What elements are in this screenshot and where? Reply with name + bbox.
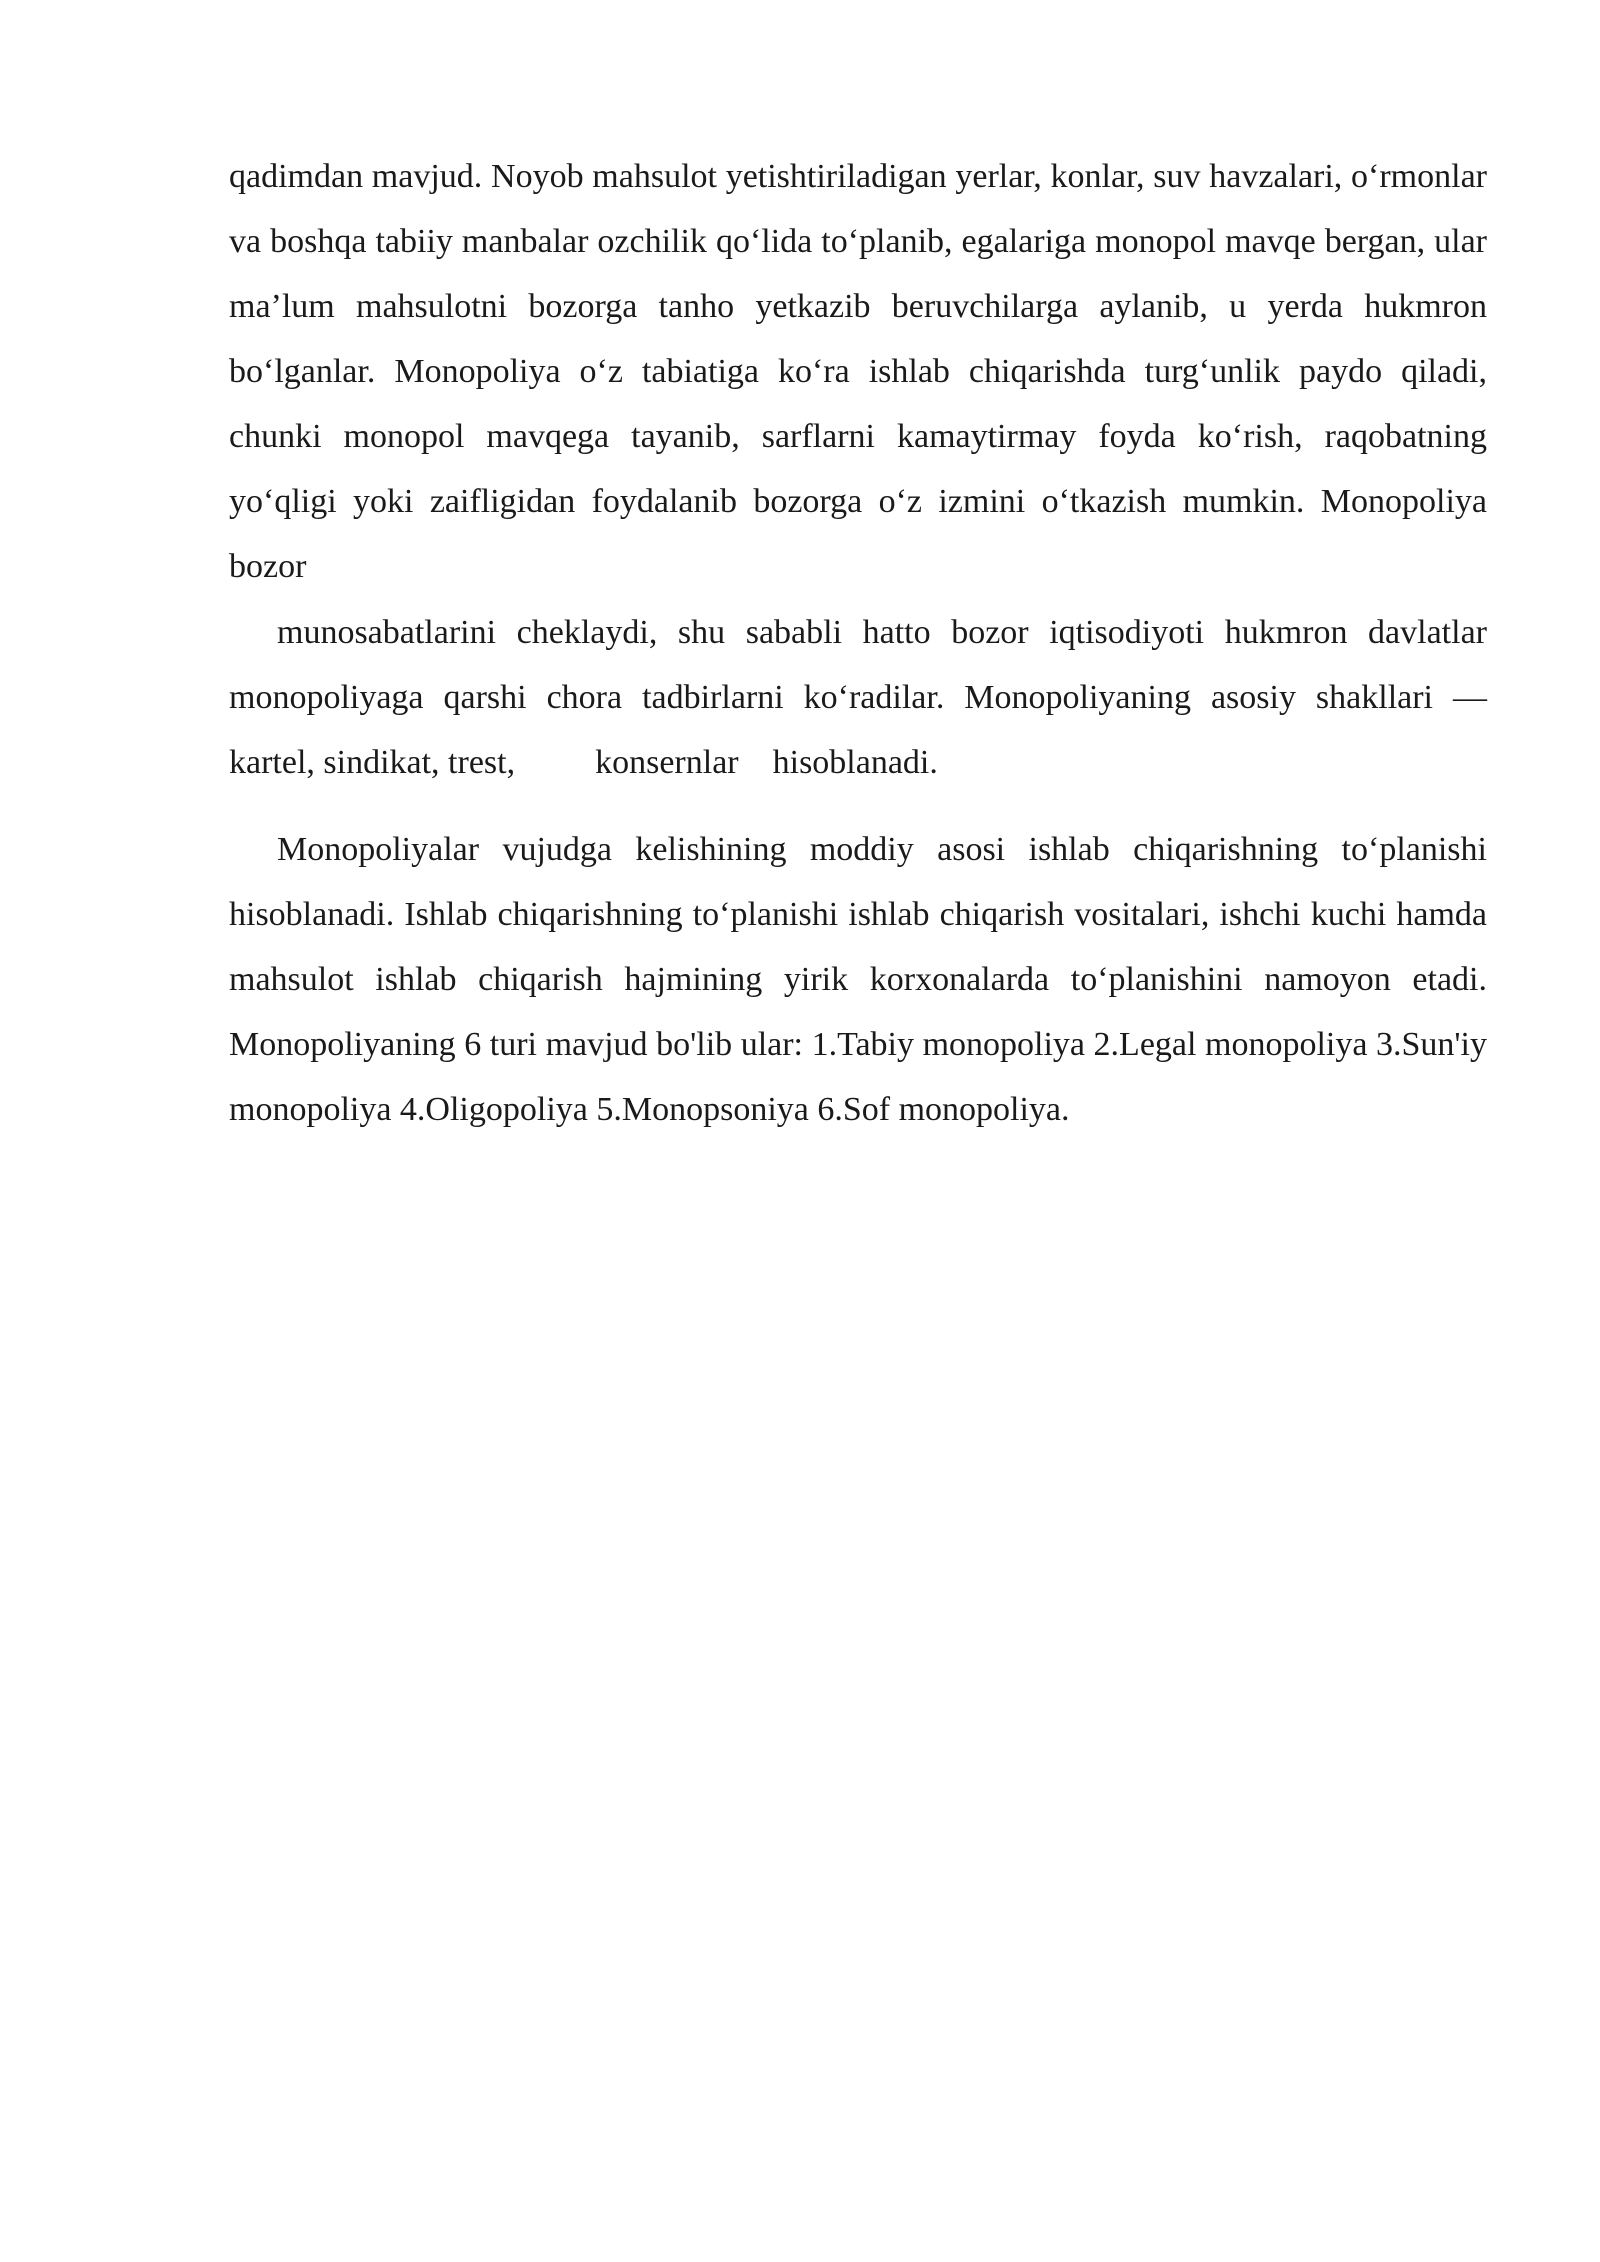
paragraph-1-text: qadimdan mavjud. Noyob mahsulot yetishtiriladigan yerlar, konlar, suv havzalari, o‘rmonlar va boshqa tabiiy manbalar ozchilik qo‘lida to‘planib, egalariga monopol mavqe bergan, ular ma’lum mahsulotni bozorga tanho yetkazib beruvchilarga aylanib, u yerda hukmron bo‘lganlar. Monopoliya o‘z tabiatiga ko‘ra ishlab chiqarishda turg‘unlik paydo qiladi, chunki monopol mavqega tayanib, sarflarni kamaytirmay foyda ko‘rish, raqobatning yo‘qligi yoki zaifligidan foydalanib bozorga o‘z izmini o‘tkazish mumkin. Monopoliya bozor — [229, 158, 1487, 585]
paragraph-3-text: Monopoliyalar vujudga kelishining moddiy asosi ishlab chiqarishning to‘planishi hisoblanadi. Ishlab chiqarishning to‘planishi ishlab chiqarish vositalari, ishchi kuchi hamda mahsulot ishlab chiqarish hajmining yirik korxonalarda to‘planishini namoyon etadi. Monopoliyaning 6 turi mavjud bo'lib ular: 1.Tabiy monopoliya 2.Legal monopoliya 3.Sun'iy monopoliya 4.Oligopoliya 5.Monopsoniya 6.Sof monopoliya. — [229, 831, 1487, 1128]
paragraph-2-text-middle: konsernlar — [595, 744, 739, 781]
paragraph-3 — [229, 817, 1487, 1142]
paragraph-2-text-end: hisoblanadi. — [772, 744, 938, 781]
paragraph-1 — [229, 144, 1487, 599]
paragraph-2-text-start: munosabatlarini cheklaydi, shu sababli hatto bozor iqtisodiyoti hukmron davlatlar monopoliyaga qarshi chora tadbirlarni ko‘radilar. Monopoliyaning asosiy shakllari — kartel, sindikat, trest, — [229, 614, 1487, 781]
paragraph-2 — [229, 600, 1487, 795]
